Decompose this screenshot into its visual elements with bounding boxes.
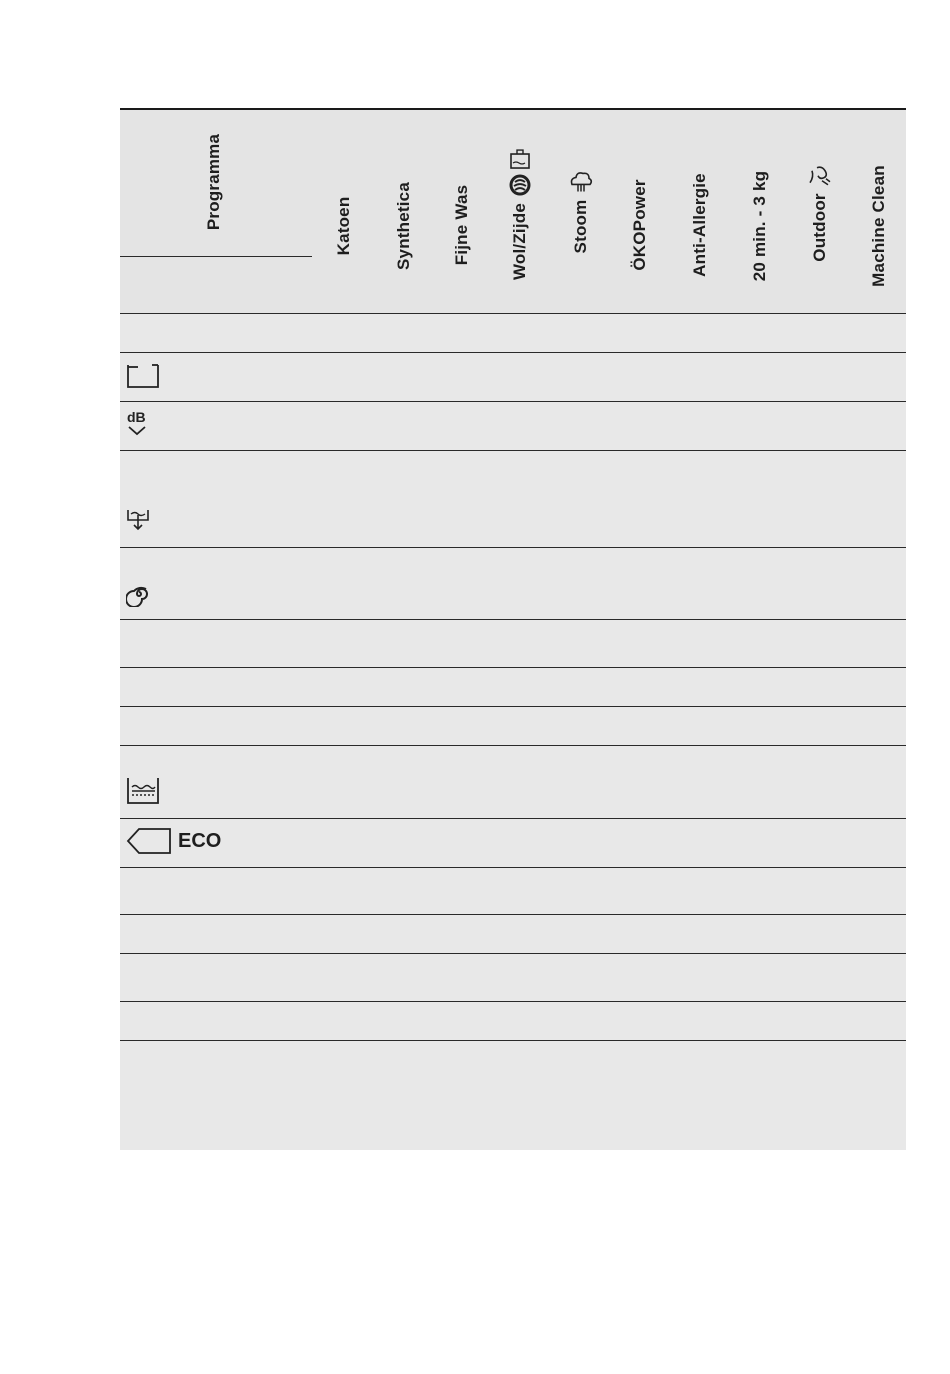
- program-sub-rule: [120, 256, 312, 257]
- extra-rinse-icon: [126, 776, 160, 806]
- row-rule: [120, 706, 906, 707]
- top-rule: [120, 108, 906, 110]
- column-header-wol-zijde: Wol/Zijde: [507, 146, 533, 280]
- outdoor-icon: [807, 162, 833, 188]
- row-rule: [120, 547, 906, 548]
- row-rule: [120, 667, 906, 668]
- eco-text: ECO: [178, 829, 222, 852]
- prewash-icon: [126, 362, 160, 390]
- row-rule: [120, 818, 906, 819]
- row-rule: [120, 867, 906, 868]
- program-header-label: Programma: [204, 133, 223, 231]
- row-rule: [120, 401, 906, 402]
- rinse-hold-icon: [126, 506, 152, 532]
- options-table: [120, 108, 906, 1150]
- row-rule: [120, 745, 906, 746]
- table-body: [120, 314, 906, 1150]
- row-rule: [120, 313, 906, 314]
- row-rule: [120, 914, 906, 915]
- row-rule: [120, 450, 906, 451]
- row-rule: [120, 619, 906, 620]
- column-header-outdoor: Outdoor: [807, 162, 833, 261]
- column-header-anti-allergie: Anti-Allergie: [690, 173, 709, 277]
- column-header-synthetica: Synthetica: [394, 182, 413, 270]
- night-quiet-icon: [126, 409, 152, 437]
- column-header-fijne-was: Fijne Was: [452, 184, 471, 266]
- eco-tag-icon: [126, 826, 172, 856]
- spin-icon: [126, 581, 152, 607]
- row-rule: [120, 953, 906, 954]
- svg-text:dB: dB: [127, 409, 146, 425]
- row-rule: [120, 1001, 906, 1002]
- steam-icon: [568, 169, 594, 195]
- column-header-20-min-3-kg: 20 min. - 3 kg: [750, 170, 769, 282]
- column-header-machine-clean: Machine Clean: [869, 165, 888, 287]
- wool-hand-wash-icon: [507, 146, 533, 198]
- eco-row-label: [126, 826, 221, 856]
- column-header-okopower: ÖKOPower: [630, 179, 649, 271]
- column-header-katoen: Katoen: [334, 196, 353, 256]
- row-rule: [120, 1040, 906, 1041]
- column-header-stoom: Stoom: [568, 169, 594, 254]
- row-rule: [120, 352, 906, 353]
